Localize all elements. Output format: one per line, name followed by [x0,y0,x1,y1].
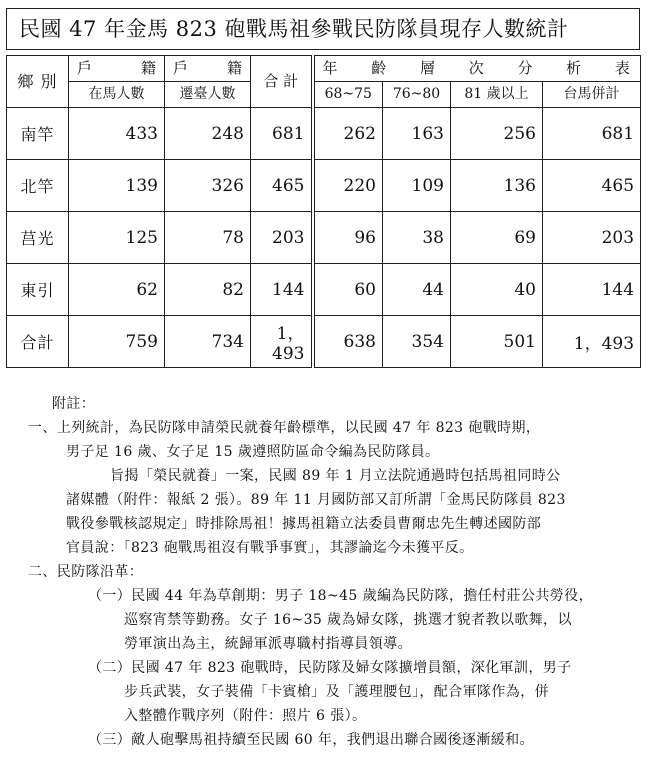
note-item-2: 二、民防隊沿革： [28,564,144,580]
header-age-76-80: 76~80 [383,82,451,108]
cell-age-a: 220 [313,160,383,212]
cell-taiwan: 248 [165,108,251,160]
cell-age-b: 109 [383,160,451,212]
row-name: 合計 [7,316,69,368]
header-row-top [7,56,641,82]
note-sub-1-cont: 勞軍演出為主，統歸軍派專職村指導員領導。 [124,636,412,652]
dist-char-6: 表 [614,59,632,77]
dist-char-4: 分 [517,59,547,77]
header-total: 合 計 [251,56,313,108]
cell-age-c: 256 [451,108,543,160]
cell-age-d: 681 [543,108,641,160]
row-name: 南竿 [7,108,69,160]
cell-total: 465 [251,160,313,212]
cell-mazu: 139 [69,160,165,212]
dist-char-0: 年 [322,59,352,77]
table-row [7,108,641,160]
note-paragraph-line: 旨揭「榮民就養」一案，民國 89 年 1 月立法院通過時包括馬祖同時公 [110,468,561,484]
cell-age-d: 465 [543,160,641,212]
cell-total: 681 [251,108,313,160]
table-row [7,212,641,264]
cell-total: 203 [251,212,313,264]
header-distribution [313,56,641,82]
cell-age-d: 203 [543,212,641,264]
notes-heading: 附註： [52,396,96,412]
header-household-mazu-top [69,56,165,82]
header-mazu: 在馬人數 [69,82,165,108]
note-sub-2: （二）民國 47 年 823 砲戰時，民防隊及婦女隊擴增員額，深化軍訓，男子 [88,660,572,676]
cell-age-a: 60 [313,264,383,316]
cell-mazu: 759 [69,316,165,368]
header-household-taiwan-top [165,56,251,82]
cell-age-c: 501 [451,316,543,368]
header-age-68-75: 68~75 [313,82,383,108]
note-item-1: 一、上列統計，為民防隊申請榮民就養年齡標準，以民國 47 年 823 砲戰時期， [28,420,541,436]
dist-char-3: 次 [468,59,499,77]
note-paragraph-line: 官員說：「823 砲戰馬祖沒有戰爭事實」，其謬論迄今未獲平反。 [66,540,474,556]
cell-age-a: 638 [313,316,383,368]
row-name: 莒光 [7,212,69,264]
header-age-81-plus: 81 歲以上 [451,82,543,108]
header-combined: 台馬併計 [543,82,641,108]
dist-char-2: 層 [419,59,450,77]
note-sub-2-cont: 步兵武裝，女子裝備「卡賓槍」及「護理腰包」，配合軍隊作為，併 [124,684,549,700]
notes-section [6,392,640,752]
cell-age-c: 69 [451,212,543,264]
dist-char-1: 齡 [371,59,401,77]
note-sub-1: （一）民國 44 年為草創期：男子 18~45 歲編為民防隊，擔任村莊公共勞役， [88,588,593,604]
header-hh-char2: 籍 [140,59,156,77]
note-sub-1-cont: 巡察宵禁等勤務。女子 16~35 歲為婦女隊，挑選才貌者教以歌舞，以 [124,612,572,628]
table-row [7,160,641,212]
table-row-total [7,316,641,368]
note-paragraph-line: 諸媒體（附件：報紙 2 張）。89 年 11 月國防部又訂所謂「金馬民防隊員 823 [66,492,566,508]
cell-taiwan: 82 [165,264,251,316]
header-hh-char1: 戶 [77,59,115,77]
cell-age-d: 144 [543,264,641,316]
cell-age-c: 40 [451,264,543,316]
statistics-table [6,55,641,368]
cell-age-a: 262 [313,108,383,160]
cell-taiwan: 326 [165,160,251,212]
note-sub-3: （三）敵人砲擊馬祖持續至民國 60 年，我們退出聯合國後逐漸緩和。 [88,732,534,748]
cell-age-b: 354 [383,316,451,368]
cell-mazu: 125 [69,212,165,264]
cell-age-b: 163 [383,108,451,160]
table-row [7,264,641,316]
cell-age-c: 136 [451,160,543,212]
cell-mazu: 62 [69,264,165,316]
cell-total: 144 [251,264,313,316]
header-township: 鄉 別 [7,56,69,108]
dist-char-5: 析 [566,59,596,77]
cell-total: 1，493 [251,316,313,368]
cell-age-a: 96 [313,212,383,264]
note-item-1-cont: 男子足 16 歲、女子足 15 歲遵照防區命令編為民防隊員。 [66,444,440,460]
header-taiwan: 遷臺人數 [165,82,251,108]
header-row-bottom [7,82,641,108]
page-title: 民國 47 年金馬 823 砲戰馬祖參戰民防隊員現存人數統計 [6,8,640,50]
note-paragraph-line: 戰役參戰核認規定」時排除馬祖！據馬祖籍立法委員曹爾忠先生轉述國防部 [66,516,542,532]
header-hh2-char2: 籍 [226,59,242,77]
header-hh2-char1: 戶 [173,59,206,77]
row-name: 北竿 [7,160,69,212]
cell-taiwan: 78 [165,212,251,264]
cell-age-b: 44 [383,264,451,316]
cell-age-d: 1，493 [543,316,641,368]
cell-age-b: 38 [383,212,451,264]
cell-taiwan: 734 [165,316,251,368]
note-sub-2-cont: 入整體作戰序列（附件：照片 6 張）。 [124,708,367,724]
row-name: 東引 [7,264,69,316]
cell-mazu: 433 [69,108,165,160]
